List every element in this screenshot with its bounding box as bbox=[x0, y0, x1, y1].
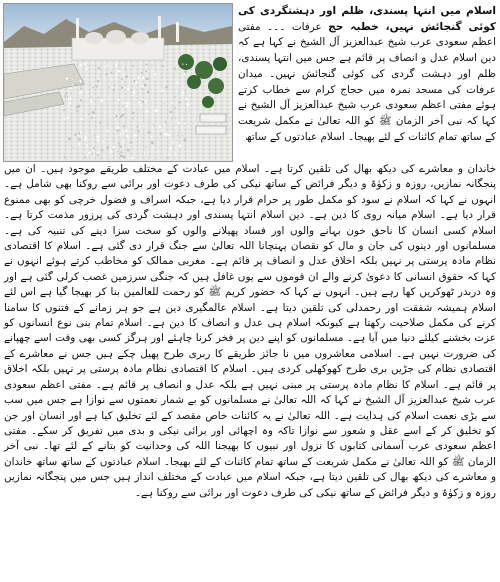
pilgrim-dot bbox=[175, 117, 176, 118]
article-headline: اسلام میں انتہا پسندی، ظلم اور دہشتگردی کی کوئی گنجائش نہیں، خطبہ حج bbox=[238, 5, 496, 33]
pilgrim-dot bbox=[84, 139, 86, 141]
pilgrim-dot bbox=[178, 101, 180, 103]
pilgrim-dot bbox=[144, 153, 145, 154]
pilgrim-dot bbox=[161, 89, 163, 91]
pilgrim-dot bbox=[144, 84, 147, 87]
pilgrim-dot bbox=[174, 76, 175, 77]
pilgrim-dot bbox=[84, 157, 86, 159]
pilgrim-dot bbox=[138, 101, 140, 103]
pilgrim-dot bbox=[129, 103, 130, 104]
pilgrim-dot bbox=[110, 150, 112, 152]
pilgrim-dot bbox=[137, 130, 139, 132]
pilgrim-dot bbox=[84, 63, 87, 66]
pilgrim-dot bbox=[144, 100, 146, 102]
article-body bbox=[4, 162, 496, 501]
pilgrim-dot bbox=[133, 66, 135, 68]
pilgrim-dot bbox=[163, 129, 164, 130]
pilgrim-dot bbox=[173, 121, 174, 122]
pilgrim-dot bbox=[146, 146, 147, 147]
pilgrim-dot bbox=[140, 100, 141, 101]
pilgrim-dot bbox=[142, 100, 145, 103]
pilgrim-dot bbox=[100, 158, 101, 159]
pilgrim-dot bbox=[101, 149, 103, 151]
pilgrim-dot bbox=[145, 70, 147, 72]
pilgrim-dot bbox=[69, 102, 71, 104]
pilgrim-dot bbox=[179, 145, 181, 147]
pilgrim-dot bbox=[106, 130, 108, 132]
pilgrim-dot bbox=[151, 65, 152, 66]
pilgrim-dot bbox=[120, 115, 123, 118]
pilgrim-dot bbox=[118, 143, 120, 145]
pilgrim-dot bbox=[125, 130, 127, 132]
article-body-text: خاندان و معاشرے کی دیکھ بھال کی تلقین کرتا ہے۔ اسلام میں عبادت کے مختلف طریقے موجود ہیں۔ ان میں پنجگانہ نمازیں، روزہ و زکوٰۃ و دیگر فرائض کے ساتھ نیکی کی طرف دعوت اور برائی سے روکنا بھی شامل ہے۔ انہوں نے کہا کہ اسلام نے سود کو مکمل طور پر حرام قرار دیا ہے، جبکہ اسراف و فضول خرچی کو بھی ممنوع قرار دیا ہے۔ اسلام میانہ روی کا دین ہے۔ دین اسلام انتہا پسندی اور دہشت گردی کی پرزور مذمت کرتا ہے۔ اسلام کسی انسان کا ناحق خون بہانے والوں اور فساد پھیلانے والوں کو سخت سزا دینے کی تنبیہ کی ہے۔ مسلمانوں اور دینوں کی جان و مال کو نقصان پہنچانا اللہ تعالیٰ سے جنگ قرار دی گئی ہے۔ اسلام کا اقتصادی نظام مادہ پرستی پر نہیں بلکہ اخلاق عدل و انصاف پر قائم ہے۔ مغربی ممالک کو مخاطب کرتے ہوئے انہوں نے کہا کہ حقوق انسانی کا دعویٰ کرنے والے ان قوموں سے یوں غافل ہیں کہ جنگی سرزمین غصب کرلی گئی ہے اور وہ دربدر ٹھوکریں کھا رہے ہیں۔ انہوں نے کہا کہ حضور کریم ﷺ کو رحمت للعالمین بنا کر بھیجا گیا ہے اس لئے اسلام ہمیشہ شفقت اور رحمدلی کی تلقین دیتا ہے۔ اسلام عالمگیری دین ہے جو ہر زمانے کے فتنوں کا سامنا کرنے کی مکمل صلاحیت رکھتا ہے کیونکہ اسلام ہی عدل و انصاف کا دین ہے۔ اسلام تمام بنی نوع انسانوں کو عزت بخشنے کیلئے دنیا میں آیا ہے۔ مسلمانوں کو اپنے دین پر فخر کرنا چاہئے اور ہرگز کسی بھی وقت اسے چھپانے کی ضرورت نہیں ہے۔ اسلامی معاشروں میں نا جائز طریقے کا ربری طرح پھیل چکے ہیں جس نے معاشرے کے اقتصادی نظام کی جڑیں بری طرح کھوکھلی کردی ہیں۔ اسلام کا اقتصادی نظام مادہ پرستی پر نہیں بلکہ اخلاق پر قائم ہے۔ اسلام کا نظام مادہ پرستی پر مبنی نہیں ہے بلکہ عدل و انصاف پر قائم ہے۔ مفتی اعظم سعودی عرب شیخ عبدالعزیز آل الشیخ نے کہا کہ اللہ تعالیٰ نے مسلمانوں کو بے شمار نعمتوں سے نوازا ہے جس میں سب سے بڑی نعمت اسلام کی ہدایت ہے۔ اللہ تعالیٰ نے یہ کائنات خاص مقصد کے لئے تخلیق کیا ہے اور انسان اور جن کو تخلیق کر کے اسے عقل و شعور سے نوازا تاکہ وہ اچھائی اور برائی نیکی و بدی میں تفریق کر سکے۔ مفتی اعظم سعودی عرب آسمانی کتابوں کا نزول اور نبیوں کا بھیجنا اللہ کی وحدانیت کو بتانے کے لئے تھا۔ نبی آخر الزمان ﷺ کو اللہ تعالیٰ نے مکمل شریعت کے ساتھ تمام کائنات کے لئے بھیجا۔ اسلام عبادتوں کے ساتھ ساتھ خاندان و معاشرے کی دیکھ بھال کی تلقین دیتا ہے، جبکہ اسلام میں عبادت کے مختلف انداز ہیں جس میں پنجگانہ نمازیں روزہ و زکوٰۃ و دیگر فرائض کے ساتھ نیکی کی طرف دعوت اور برائی سے روکنا ہے۔ bbox=[4, 163, 496, 499]
pilgrim-dot bbox=[93, 153, 94, 154]
pilgrim-dot bbox=[112, 146, 114, 148]
pilgrim-dot bbox=[184, 148, 185, 149]
pilgrim-dot bbox=[165, 121, 167, 123]
pilgrim-dot bbox=[80, 91, 82, 93]
pilgrim-dot bbox=[159, 126, 161, 128]
pilgrim-dot bbox=[120, 155, 123, 158]
pilgrim-dot bbox=[174, 67, 176, 69]
pilgrim-dot bbox=[119, 116, 120, 117]
pilgrim-dot bbox=[162, 76, 163, 77]
pilgrim-dot bbox=[172, 102, 174, 104]
pilgrim-dot bbox=[174, 107, 176, 109]
pilgrim-dot bbox=[123, 141, 125, 143]
pilgrim-dot bbox=[116, 129, 118, 131]
pilgrim-dot bbox=[137, 102, 139, 104]
pilgrim-dot bbox=[82, 79, 84, 81]
pilgrim-dot bbox=[132, 112, 134, 114]
pilgrim-dot bbox=[187, 103, 190, 106]
pilgrim-dot bbox=[90, 100, 92, 102]
pilgrim-dot bbox=[117, 151, 118, 152]
pilgrim-dot bbox=[124, 102, 126, 104]
pilgrim-dot bbox=[159, 133, 161, 135]
pilgrim-dot bbox=[130, 90, 132, 92]
pilgrim-dot bbox=[91, 97, 92, 98]
pilgrim-dot bbox=[74, 133, 76, 135]
pilgrim-dot bbox=[126, 105, 129, 108]
pilgrim-dot bbox=[141, 73, 142, 74]
pilgrim-dot bbox=[185, 157, 186, 158]
pilgrim-dot bbox=[184, 71, 186, 73]
pilgrim-dot bbox=[87, 155, 88, 156]
pilgrim-dot bbox=[123, 132, 125, 134]
pilgrim-dot bbox=[78, 138, 81, 141]
pilgrim-dot bbox=[122, 156, 125, 159]
pilgrim-dot bbox=[119, 112, 120, 113]
pilgrim-dot bbox=[65, 87, 66, 88]
pilgrim-dot bbox=[154, 94, 155, 95]
pilgrim-dot bbox=[171, 117, 173, 119]
pilgrim-dot bbox=[174, 153, 176, 155]
pilgrim-dot bbox=[121, 78, 123, 80]
pilgrim-dot bbox=[141, 71, 143, 73]
article-intro: عرفات ۔۔۔ مفتی اعظم سعودی عرب شیخ عبدالعزیز آل الشیخ نے کہا ہے کہ دین اسلام عدل و انصاف پر قائم ہے جس میں انتہا پسندی، ظلم اور دہشت گردی کی کوئی گنجائش نہیں۔ میدان عرفات کی مسجد نمرہ میں حجاج کرام سے خطاب کرتے ہوئے مفتی اعظم سعودی عرب شیخ عبدالعزیز آل الشیخ نے کہا کہ نبی آخر الزمان ﷺ کو اللہ تعالیٰ نے مکمل شریعت کے ساتھ تمام کائنات کے لئے بھیجا۔ اسلام عبادتوں کے ساتھ bbox=[238, 20, 496, 143]
pilgrim-dot bbox=[107, 65, 108, 66]
pilgrim-dot bbox=[121, 87, 123, 89]
pilgrim-dot bbox=[108, 87, 109, 88]
pilgrim-dot bbox=[130, 143, 131, 144]
pilgrim-dot bbox=[183, 112, 184, 113]
pilgrim-dot bbox=[185, 80, 186, 81]
pilgrim-dot bbox=[148, 131, 151, 134]
pilgrim-dot bbox=[95, 108, 96, 109]
pilgrim-dot bbox=[80, 64, 82, 66]
pilgrim-dot bbox=[127, 149, 130, 152]
pilgrim-dot bbox=[137, 105, 138, 106]
pilgrim-dot bbox=[97, 139, 99, 141]
pilgrim-dot bbox=[76, 106, 78, 108]
pilgrim-dot bbox=[114, 84, 116, 86]
pilgrim-dot bbox=[74, 77, 75, 78]
pilgrim-dot bbox=[96, 85, 98, 87]
pilgrim-dot bbox=[154, 73, 156, 75]
pilgrim-dot bbox=[63, 118, 65, 120]
pilgrim-dot bbox=[107, 123, 108, 124]
pilgrim-dot bbox=[126, 135, 128, 137]
pilgrim-dot bbox=[186, 107, 187, 108]
pilgrim-dot bbox=[81, 118, 83, 120]
pilgrim-dot bbox=[86, 126, 87, 127]
pilgrim-dot bbox=[119, 145, 121, 147]
pilgrim-dot bbox=[129, 153, 130, 154]
pilgrim-dot bbox=[118, 99, 120, 101]
pilgrim-dot bbox=[186, 64, 187, 65]
pilgrim-dot bbox=[170, 66, 171, 67]
pilgrim-dot bbox=[83, 120, 84, 121]
pilgrim-dot bbox=[177, 140, 178, 141]
pilgrim-dot bbox=[80, 132, 82, 134]
pilgrim-dot bbox=[152, 127, 153, 128]
article-lead bbox=[238, 4, 496, 145]
pilgrim-dot bbox=[67, 116, 69, 118]
pilgrim-dot bbox=[92, 153, 94, 155]
pilgrim-dot bbox=[94, 135, 95, 136]
pilgrim-dot bbox=[111, 72, 113, 74]
pilgrim-dot bbox=[66, 78, 68, 80]
pilgrim-dot bbox=[133, 91, 135, 93]
pilgrim-dot bbox=[124, 64, 125, 65]
pilgrim-dot bbox=[170, 111, 172, 113]
pilgrim-dot bbox=[73, 74, 74, 75]
pilgrim-dot bbox=[152, 146, 154, 148]
pilgrim-dot bbox=[104, 112, 105, 113]
pilgrim-dot bbox=[105, 66, 106, 67]
pilgrim-dot bbox=[84, 136, 86, 138]
pilgrim-dot bbox=[145, 64, 146, 65]
pilgrim-dot bbox=[94, 109, 95, 110]
pilgrim-dot bbox=[145, 110, 148, 113]
pilgrim-dot bbox=[87, 92, 88, 93]
pilgrim-dot bbox=[140, 104, 142, 106]
pilgrim-dot bbox=[70, 97, 72, 99]
pilgrim-dot bbox=[127, 88, 130, 91]
pilgrim-dot bbox=[161, 129, 162, 130]
pilgrim-dot bbox=[142, 98, 144, 100]
pilgrim-dot bbox=[98, 97, 100, 99]
pilgrim-dot bbox=[92, 111, 95, 114]
pilgrim-dot bbox=[121, 85, 122, 86]
pilgrim-dot bbox=[117, 126, 120, 129]
pilgrim-dot bbox=[122, 105, 124, 107]
pilgrim-dot bbox=[71, 97, 72, 98]
pilgrim-dot bbox=[70, 98, 72, 100]
pilgrim-dot bbox=[105, 73, 107, 75]
pilgrim-dot bbox=[115, 115, 116, 116]
pilgrim-dot bbox=[166, 156, 168, 158]
pilgrim-dot bbox=[63, 156, 65, 158]
pilgrim-dot bbox=[79, 80, 81, 82]
pilgrim-dot bbox=[142, 85, 144, 87]
pilgrim-dot bbox=[99, 122, 101, 124]
pilgrim-dot bbox=[137, 76, 139, 78]
pilgrim-dot bbox=[177, 135, 178, 136]
pilgrim-dot bbox=[100, 75, 101, 76]
pilgrim-dot bbox=[100, 83, 101, 84]
pilgrim-dot bbox=[78, 143, 80, 145]
pilgrim-dot bbox=[97, 136, 100, 139]
pilgrim-dot bbox=[136, 126, 138, 128]
photo-illustration bbox=[4, 4, 232, 161]
pilgrim-dot bbox=[153, 124, 154, 125]
pilgrim-dot bbox=[114, 114, 116, 116]
pilgrim-dot bbox=[126, 102, 128, 104]
pilgrim-dot bbox=[123, 103, 124, 104]
pilgrim-dot bbox=[107, 97, 108, 98]
pilgrim-dot bbox=[93, 114, 95, 116]
pilgrim-dot bbox=[85, 67, 86, 68]
pilgrim-dot bbox=[172, 141, 174, 143]
pilgrim-dot bbox=[93, 147, 95, 149]
pilgrim-dot bbox=[168, 154, 170, 156]
pilgrim-dot bbox=[182, 63, 184, 65]
pilgrim-dot bbox=[72, 79, 73, 80]
pilgrim-dot bbox=[169, 147, 171, 149]
pilgrim-dot bbox=[143, 126, 144, 127]
pilgrim-dot bbox=[80, 87, 82, 89]
pilgrim-dot bbox=[184, 122, 186, 124]
pilgrim-dot bbox=[182, 135, 183, 136]
pilgrim-dot bbox=[141, 77, 142, 78]
pilgrim-dot bbox=[165, 86, 168, 89]
pilgrim-dot bbox=[150, 136, 152, 138]
pilgrim-dot bbox=[125, 75, 128, 78]
pilgrim-dot bbox=[77, 110, 79, 112]
pilgrim-dot bbox=[91, 117, 93, 119]
pilgrim-dot bbox=[133, 117, 134, 118]
pilgrim-dot bbox=[125, 68, 127, 70]
pilgrim-dot bbox=[107, 146, 109, 148]
pilgrim-dot bbox=[115, 64, 117, 66]
pilgrim-dot bbox=[129, 85, 130, 86]
pilgrim-dot bbox=[120, 151, 122, 153]
pilgrim-dot bbox=[146, 63, 148, 65]
pilgrim-dot bbox=[97, 151, 99, 153]
pilgrim-dot bbox=[68, 137, 71, 140]
pilgrim-dot bbox=[167, 80, 169, 82]
pilgrim-dot bbox=[131, 157, 133, 159]
pilgrim-dot bbox=[162, 65, 164, 67]
pilgrim-dot bbox=[178, 122, 180, 124]
pilgrim-dot bbox=[63, 109, 65, 111]
pilgrim-dot bbox=[78, 93, 80, 95]
pilgrim-dot bbox=[66, 96, 67, 97]
pilgrim-dot bbox=[113, 89, 115, 91]
pilgrim-dot bbox=[174, 96, 175, 97]
pilgrim-dot bbox=[124, 73, 126, 75]
pilgrim-dot bbox=[78, 95, 79, 96]
pilgrim-dot bbox=[98, 119, 99, 120]
pilgrim-dot bbox=[142, 77, 145, 80]
pilgrim-dot bbox=[124, 87, 126, 89]
pilgrim-dot bbox=[145, 77, 147, 79]
pilgrim-dot bbox=[80, 84, 82, 86]
pilgrim-dot bbox=[123, 125, 125, 127]
pilgrim-dot bbox=[75, 83, 77, 85]
pilgrim-dot bbox=[97, 80, 100, 83]
pilgrim-dot bbox=[102, 141, 104, 143]
pilgrim-dot bbox=[167, 121, 168, 122]
pilgrim-dot bbox=[135, 134, 138, 137]
pilgrim-dot bbox=[167, 134, 169, 136]
pilgrim-dot bbox=[117, 70, 118, 71]
pilgrim-dot bbox=[65, 92, 67, 94]
pilgrim-dot bbox=[70, 87, 72, 89]
pilgrim-dot bbox=[164, 103, 165, 104]
pilgrim-dot bbox=[86, 144, 88, 146]
pilgrim-dot bbox=[155, 152, 156, 153]
pilgrim-dot bbox=[155, 109, 158, 112]
pilgrim-dot bbox=[176, 81, 179, 84]
pilgrim-dot bbox=[132, 95, 133, 96]
pilgrim-dot bbox=[88, 152, 90, 154]
pilgrim-dot bbox=[80, 99, 82, 101]
pilgrim-dot bbox=[98, 67, 100, 69]
pilgrim-dot bbox=[100, 99, 103, 102]
pilgrim-dot bbox=[125, 117, 126, 118]
pilgrim-dot bbox=[73, 147, 74, 148]
pilgrim-dot bbox=[183, 139, 186, 142]
pilgrim-dot bbox=[120, 133, 122, 135]
arafat-crowd-photo bbox=[3, 3, 233, 162]
pilgrim-dot bbox=[88, 113, 90, 115]
pilgrim-dot bbox=[185, 91, 186, 92]
pilgrim-dot bbox=[97, 154, 99, 156]
pilgrim-dot bbox=[135, 81, 137, 83]
pilgrim-dot bbox=[92, 87, 94, 89]
pilgrim-dot bbox=[151, 141, 154, 144]
pilgrim-dot bbox=[181, 92, 184, 95]
pilgrim-dot bbox=[174, 127, 176, 129]
pilgrim-dot bbox=[72, 84, 73, 85]
pilgrim-dot bbox=[147, 91, 149, 93]
pilgrim-dot bbox=[115, 74, 117, 76]
pilgrim-dot bbox=[148, 152, 149, 153]
pilgrim-dot bbox=[181, 94, 183, 96]
pilgrim-dot bbox=[183, 73, 185, 75]
pilgrim-dot bbox=[155, 79, 156, 80]
pilgrim-dot bbox=[112, 87, 114, 89]
pilgrim-dot bbox=[164, 133, 167, 136]
pilgrim-dot bbox=[185, 98, 187, 100]
pilgrim-dot bbox=[78, 105, 81, 108]
pilgrim-dot bbox=[152, 114, 153, 115]
pilgrim-dot bbox=[122, 114, 124, 116]
